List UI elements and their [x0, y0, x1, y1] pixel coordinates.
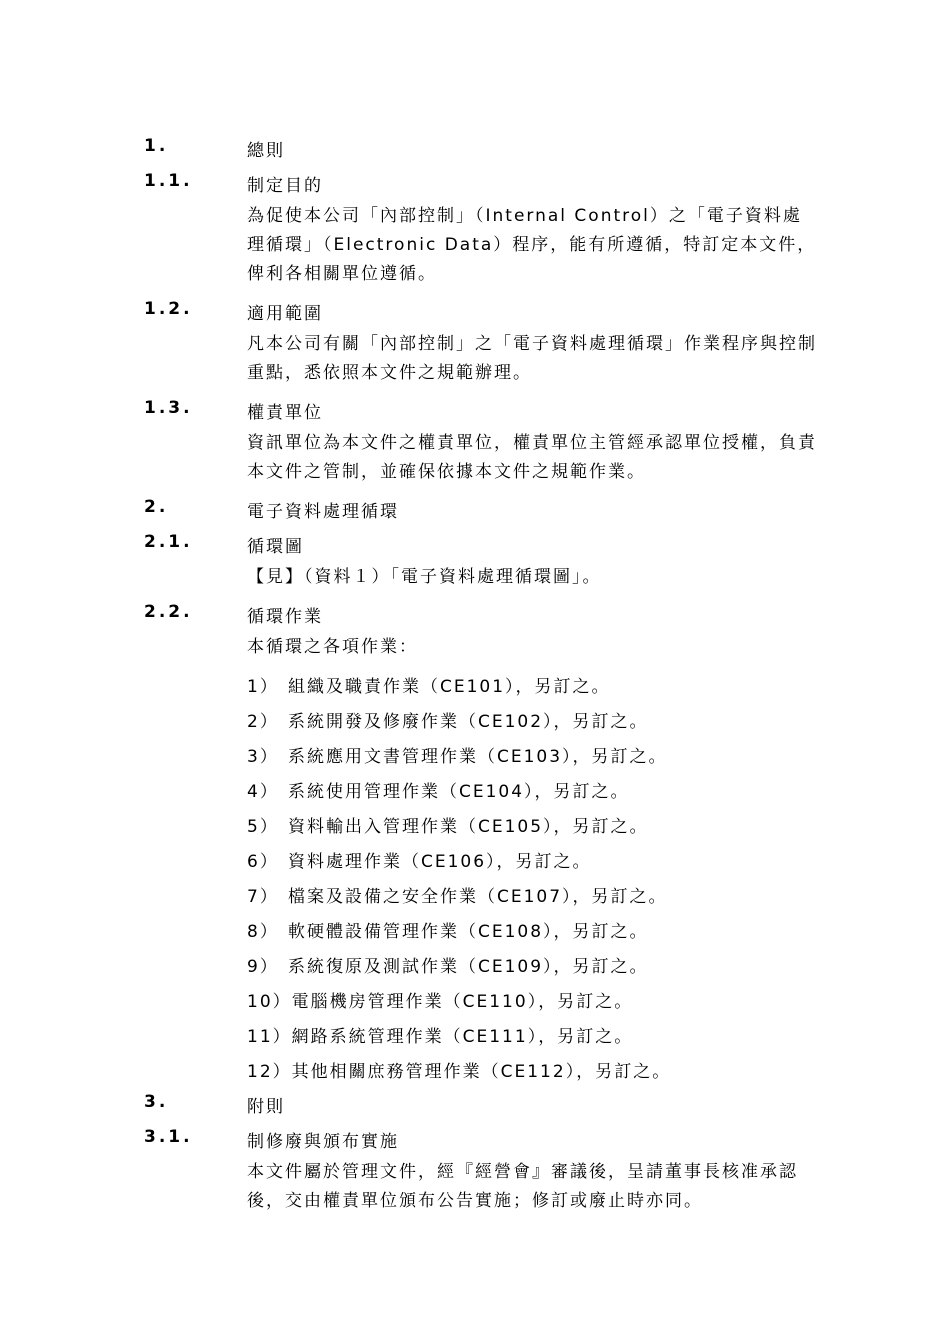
list-item	[0, 806, 950, 841]
list-item-text: 組織及職責作業（CE101），另訂之。	[288, 677, 611, 697]
list-item	[0, 1016, 950, 1051]
section-2-2-heading	[0, 596, 950, 631]
section-number: 2.	[144, 497, 169, 517]
section-2-heading	[0, 491, 950, 526]
section-number: 1.1.	[144, 171, 193, 191]
list-item-text: 10）電腦機房管理作業（CE110），另訂之。	[247, 992, 634, 1012]
list-item-number: 5）	[247, 817, 279, 837]
section-3-heading	[0, 1086, 950, 1121]
section-1-2-body: 凡本公司有關「內部控制」之「電子資料處理循環」作業程序與控制重點，悉依照本文件之規範辦理。	[247, 334, 817, 383]
list-item-text: 11）網路系統管理作業（CE111），另訂之。	[247, 1027, 634, 1047]
list-item-number: 8）	[247, 922, 279, 942]
section-title: 總則	[247, 141, 285, 161]
list-item-text: 系統復原及測試作業（CE109），另訂之。	[288, 957, 649, 977]
section-title: 制修廢與頒布實施	[247, 1132, 399, 1152]
section-number: 3.1.	[144, 1127, 193, 1147]
list-item-text: 資料輸出入管理作業（CE105），另訂之。	[288, 817, 649, 837]
list-item-text: 系統開發及修廢作業（CE102），另訂之。	[288, 712, 649, 732]
list-item-text: 12）其他相關庶務管理作業（CE112），另訂之。	[247, 1062, 672, 1082]
list-item-number: 2）	[247, 712, 279, 732]
section-number: 2.1.	[144, 532, 193, 552]
list-item-text: 軟硬體設備管理作業（CE108），另訂之。	[288, 922, 649, 942]
list-item	[0, 981, 950, 1016]
section-number: 1.3.	[144, 398, 193, 418]
list-item-number: 7）	[247, 887, 279, 907]
list-item	[0, 666, 950, 701]
section-1-3-heading	[0, 392, 950, 427]
list-item-text: 檔案及設備之安全作業（CE107），另訂之。	[288, 887, 668, 907]
section-title: 制定目的	[247, 176, 323, 196]
list-item-text: 系統應用文書管理作業（CE103），另訂之。	[288, 747, 668, 767]
section-title: 附則	[247, 1097, 285, 1117]
section-title: 電子資料處理循環	[247, 502, 399, 522]
section-number: 2.2.	[144, 602, 193, 622]
list-item-text: 資料處理作業（CE106），另訂之。	[288, 852, 592, 872]
section-2-1-heading	[0, 526, 950, 561]
section-2-1-body: 【見】（資料１）「電子資料處理循環圖」。	[247, 567, 602, 587]
section-1-1-body: 為促使本公司「內部控制」（Internal Control）之「電子資料處理循環」（Electronic Data）程序，能有所遵循，特訂定本文件，俾利各相關單位遵循。	[247, 206, 817, 284]
list-item	[0, 771, 950, 806]
section-3-1-heading	[0, 1121, 950, 1156]
list-item-number: 6）	[247, 852, 279, 872]
list-item-number: 4）	[247, 782, 279, 802]
section-2-2-intro: 本循環之各項作業：	[247, 637, 418, 657]
section-title: 權責單位	[247, 403, 323, 423]
section-1-heading	[0, 130, 950, 165]
section-title: 循環作業	[247, 607, 323, 627]
section-title: 適用範圍	[247, 304, 323, 324]
list-item	[0, 911, 950, 946]
section-3-1-body: 本文件屬於管理文件，經『經營會』審議後，呈請董事長核准承認後，交由權責單位頒布公告實施；修訂或廢止時亦同。	[247, 1162, 798, 1211]
list-item-number: 3）	[247, 747, 279, 767]
section-1-1-heading	[0, 165, 950, 200]
section-1-2-heading	[0, 293, 950, 328]
list-item	[0, 946, 950, 981]
document-page	[0, 130, 950, 1220]
list-item-number: 9）	[247, 957, 279, 977]
list-item	[0, 701, 950, 736]
list-item	[0, 841, 950, 876]
section-number: 1.	[144, 136, 169, 156]
section-1-3-body: 資訊單位為本文件之權責單位，權責單位主管經承認單位授權，負責本文件之管制，並確保依據本文件之規範作業。	[247, 433, 817, 482]
list-item	[0, 736, 950, 771]
section-number: 1.2.	[144, 299, 193, 319]
section-number: 3.	[144, 1092, 169, 1112]
list-item-text: 系統使用管理作業（CE104），另訂之。	[288, 782, 630, 802]
list-item-number: 1）	[247, 677, 279, 697]
section-title: 循環圖	[247, 537, 304, 557]
list-item	[0, 876, 950, 911]
list-item	[0, 1051, 950, 1086]
